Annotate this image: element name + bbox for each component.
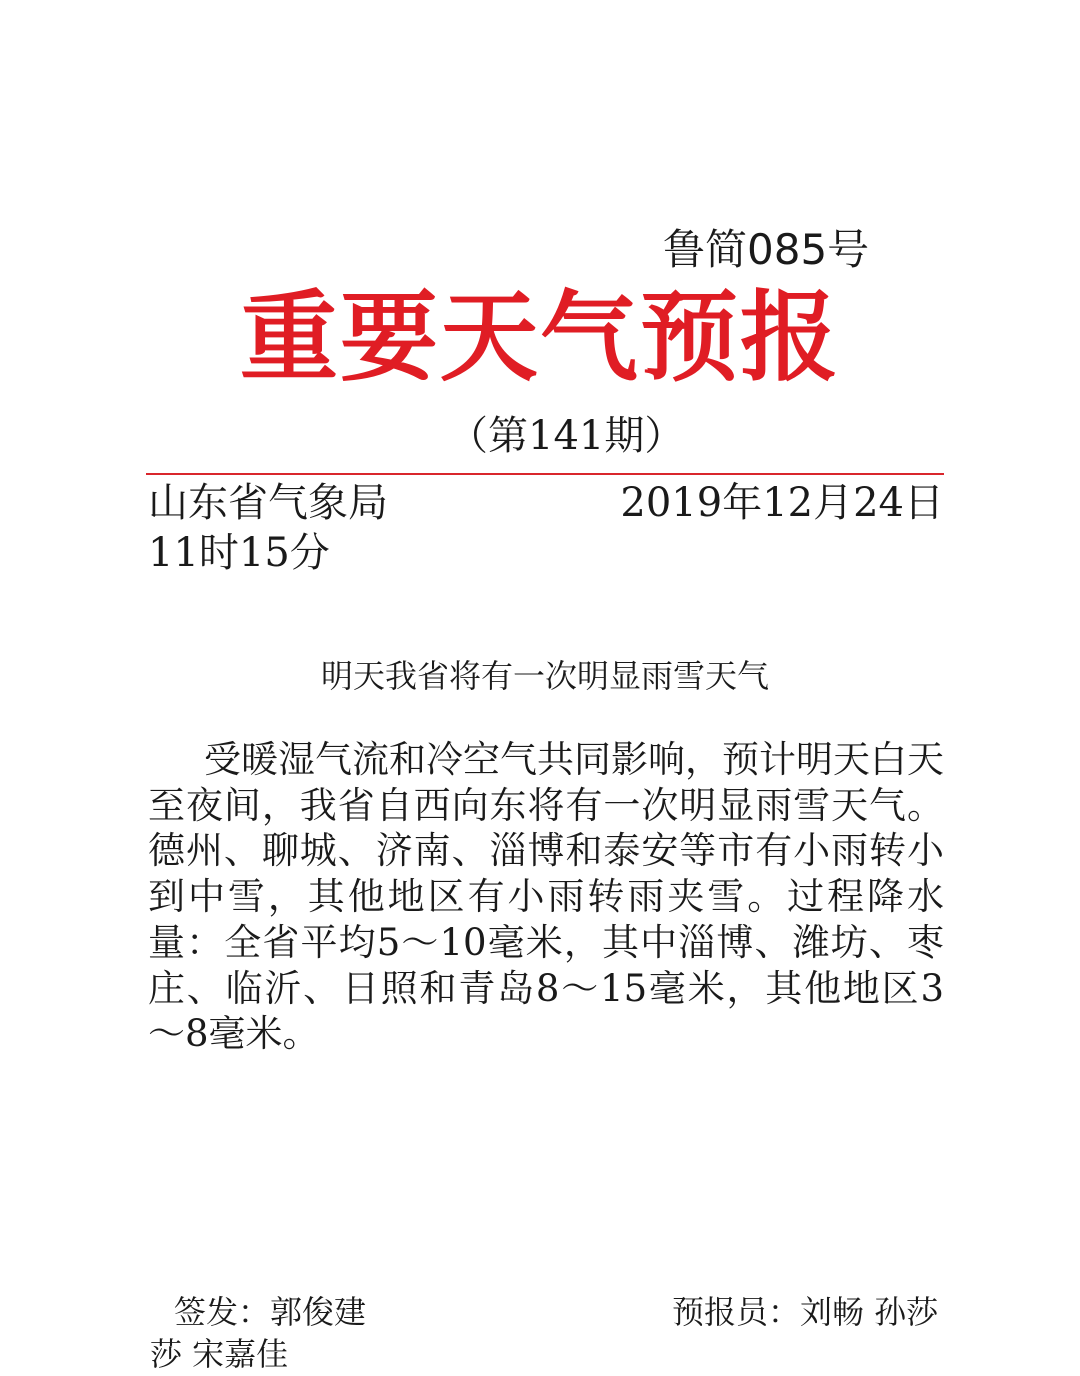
headline: 重要天气预报 xyxy=(240,281,841,395)
issue-number: （第141期） xyxy=(448,413,685,459)
header-divider xyxy=(146,473,944,475)
forecasters: 预报员：刘畅 孙莎 xyxy=(672,1293,939,1331)
signer: 签发：郭俊建 xyxy=(174,1293,367,1331)
issuing-agency: 山东省气象局 xyxy=(148,480,388,526)
forecast-title: 明天我省将有一次明显雨雪天气 xyxy=(320,657,769,695)
issue-time: 11时15分 xyxy=(148,530,330,576)
serial-number: 鲁简085号 xyxy=(663,225,870,274)
issuer-line xyxy=(148,478,944,528)
forecasters-continued: 莎 宋嘉佳 xyxy=(150,1335,289,1373)
forecast-body: 受暖湿气流和冷空气共同影响，预计明天白天至夜间，我省自西向东将有一次明显雨雪天气。德州、聊城、济南、淄博和泰安等市有小雨转小到中雪，其他地区有小雨转雨夹雪。过程降水量：全省平均5～10毫米，其中淄博、潍坊、枣庄、临沂、日照和青岛8～15毫米，其他地区3～8毫米。 xyxy=(148,738,944,1056)
issue-date: 2019年12月24日 xyxy=(620,480,944,526)
